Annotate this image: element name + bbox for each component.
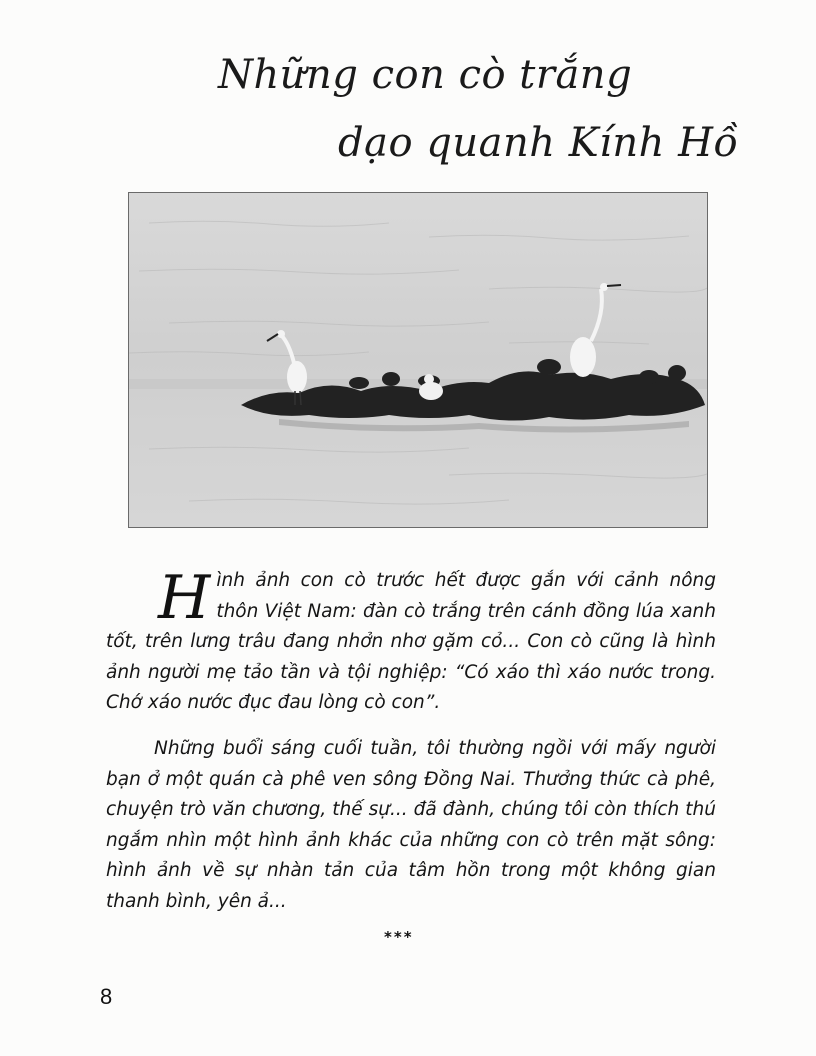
paragraph-1	[106, 563, 716, 719]
paragraph-2: Những buổi sáng cuối tuần, tôi thường ngồi với mấy người bạn ở một quán cà phê ven sông Đồng Nai. Thưởng thức cà phê, chuyện trò văn chương, thế sự... đã đành, chúng tôi còn thích thú ngắm nhìn một hình ảnh khác của những con cò trên mặt sông: hình ảnh về sự nhàn tản của tâm hồn trong một không gian thanh bình, yên ả...	[106, 738, 716, 912]
drop-cap: H	[158, 563, 211, 633]
chapter-title-line-1: Những con cò trắng	[218, 52, 633, 98]
egret-photo	[128, 192, 708, 528]
paragraph-1-text: ình ảnh con cò trước hết được gắn với cảnh nông thôn Việt Nam: đàn cò trắng trên cánh đồng lúa xanh tốt, trên lưng trâu đang nhởn nhơ gặm cỏ... Con cò cũng là hình ảnh người mẹ tảo tần và tội nghiệp: “Có xáo thì xáo nước trong. Chớ xáo nước đục đau lòng cò con”.	[106, 570, 716, 713]
page-number: 8	[100, 984, 113, 1009]
egret-photo-illustration	[129, 193, 707, 527]
chapter-title-line-2: dạo quanh Kính Hồ	[338, 120, 739, 166]
section-separator: ***	[384, 928, 414, 946]
